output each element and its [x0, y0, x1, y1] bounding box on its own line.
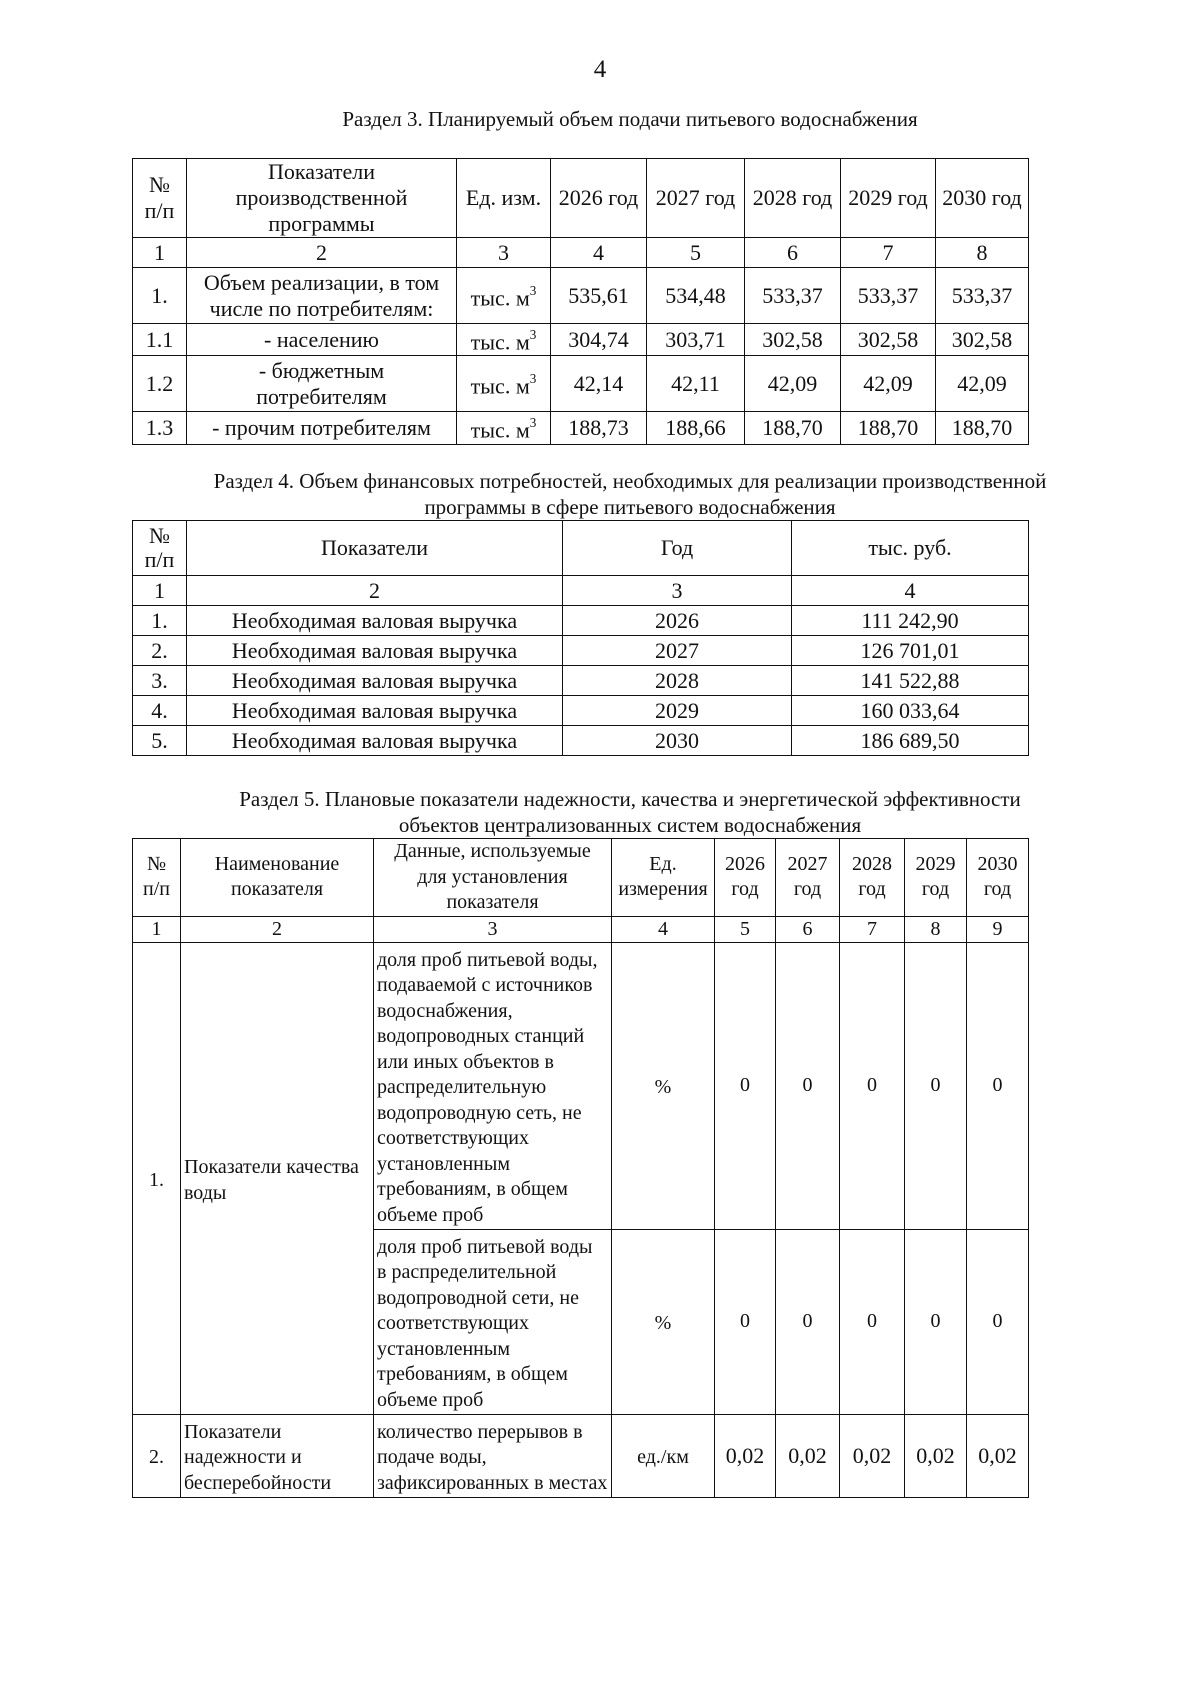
column-number: 9 [967, 916, 1029, 943]
column-number: 7 [841, 238, 936, 268]
row-value: 188,70 [841, 412, 936, 444]
section5-title: Раздел 5. Плановые показатели надежности, качества и энергетической эффективности объектов централизованных систем водоснабжения [239, 787, 1021, 837]
row-value: 188,70 [936, 412, 1029, 444]
header-num: № п/п [133, 839, 181, 917]
row-value: 42,11 [647, 356, 745, 412]
row-num: 1.1 [133, 324, 187, 356]
row-value: 0,02 [840, 1415, 905, 1498]
table-row [133, 412, 1029, 444]
header-num: № п/п [133, 521, 187, 576]
column-number-row [133, 238, 1029, 268]
row-indicator: - бюджетным потребителям [187, 356, 457, 412]
header-name: Наименование показателя [181, 839, 374, 917]
column-number: 3 [563, 576, 792, 606]
section4-table [132, 520, 1029, 756]
row-value: 0 [905, 943, 967, 1230]
column-number: 8 [936, 238, 1029, 268]
row-year: 2027 [563, 636, 792, 666]
header-year: 2030 год [936, 159, 1029, 238]
row-value: 303,71 [647, 324, 745, 356]
row-amount: 186 689,50 [792, 726, 1029, 756]
header-num: № п/п [133, 159, 187, 238]
header-year: 2028 год [840, 839, 905, 917]
row-value: 302,58 [745, 324, 841, 356]
table-row [133, 606, 1029, 636]
header-indicator: Показатели [187, 521, 563, 576]
header-year: Год [563, 521, 792, 576]
row-num: 1. [133, 606, 187, 636]
header-year: 2027 год [647, 159, 745, 238]
row-amount: 111 242,90 [792, 606, 1029, 636]
row-data-description: доля проб питьевой воды, подаваемой с источников водоснабжения, водопроводных станций или иных объектов в распределительную водопроводную сеть, не соответствующих установленным требованиям, в общем объеме проб [374, 943, 612, 1230]
row-num: 3. [133, 666, 187, 696]
section5-table [132, 838, 1029, 1498]
header-year: 2030 год [967, 839, 1029, 917]
row-value: 188,66 [647, 412, 745, 444]
row-value: 0 [967, 1230, 1029, 1415]
row-value: 0 [840, 1230, 905, 1415]
row-value: 0,02 [715, 1415, 776, 1498]
row-num: 1.3 [133, 412, 187, 444]
row-value: 535,61 [551, 268, 647, 324]
row-value: 0 [776, 943, 840, 1230]
header-year: 2029 год [841, 159, 936, 238]
table-row [133, 636, 1029, 666]
header-data: Данные, используемые для установления показателя [374, 839, 612, 917]
column-number: 3 [374, 916, 612, 943]
row-indicator-name: Показатели надежности и бесперебойности [181, 1415, 374, 1498]
column-number: 2 [187, 576, 563, 606]
row-unit: ед./км [612, 1415, 715, 1498]
table-row [133, 1415, 1029, 1498]
section4-title: Раздел 4. Объем финансовых потребностей, необходимых для реализации производственной программы в сфере питьевого водоснабжения [213, 469, 1047, 519]
column-number: 1 [133, 238, 187, 268]
table-row [133, 696, 1029, 726]
row-amount: 126 701,01 [792, 636, 1029, 666]
row-year: 2030 [563, 726, 792, 756]
header-amount: тыс. руб. [792, 521, 1029, 576]
row-value: 188,70 [745, 412, 841, 444]
row-amount: 160 033,64 [792, 696, 1029, 726]
row-indicator: - населению [187, 324, 457, 356]
row-value: 42,09 [841, 356, 936, 412]
row-indicator-name: Показатели качества воды [181, 943, 374, 1415]
row-value: 0,02 [776, 1415, 840, 1498]
row-indicator: Необходимая валовая выручка [187, 666, 563, 696]
row-value: 302,58 [841, 324, 936, 356]
row-unit: % [612, 1230, 715, 1415]
row-indicator: - прочим потребителям [187, 412, 457, 444]
section3-header-row [133, 159, 1029, 238]
row-value: 188,73 [551, 412, 647, 444]
header-indicator: Показатели производственной программы [187, 159, 457, 238]
table-row [133, 726, 1029, 756]
table-row [133, 356, 1029, 412]
row-year: 2028 [563, 666, 792, 696]
column-number: 1 [133, 916, 181, 943]
row-value: 0 [715, 1230, 776, 1415]
row-value: 42,09 [745, 356, 841, 412]
column-number: 4 [792, 576, 1029, 606]
column-number: 6 [745, 238, 841, 268]
column-number: 8 [905, 916, 967, 943]
row-num: 1. [133, 943, 181, 1415]
row-indicator: Необходимая валовая выручка [187, 636, 563, 666]
row-value: 302,58 [936, 324, 1029, 356]
row-indicator: Необходимая валовая выручка [187, 726, 563, 756]
row-num: 4. [133, 696, 187, 726]
row-unit: тыс. $м^3$ [457, 356, 551, 412]
row-indicator: Объем реализации, в том числе по потребителям: [187, 268, 457, 324]
row-value: 42,14 [551, 356, 647, 412]
row-value: 304,74 [551, 324, 647, 356]
column-number: 4 [612, 916, 715, 943]
column-number-row [133, 576, 1029, 606]
row-data-description: количество перерывов в подаче воды, зафиксированных в местах [374, 1415, 612, 1498]
row-unit: % [612, 943, 715, 1230]
column-number: 2 [187, 238, 457, 268]
column-number-row [133, 916, 1029, 943]
table-row [133, 324, 1029, 356]
column-number: 5 [715, 916, 776, 943]
section3-table [132, 158, 1029, 445]
row-value: 42,09 [936, 356, 1029, 412]
row-value: 0,02 [967, 1415, 1029, 1498]
row-value: 533,37 [841, 268, 936, 324]
row-value: 0 [776, 1230, 840, 1415]
row-value: 533,37 [745, 268, 841, 324]
header-year: 2029 год [905, 839, 967, 917]
column-number: 2 [181, 916, 374, 943]
column-number: 7 [840, 916, 905, 943]
header-year: 2027 год [776, 839, 840, 917]
row-year: 2029 [563, 696, 792, 726]
section5-header-row [133, 839, 1029, 917]
row-value: 0 [905, 1230, 967, 1415]
row-unit: тыс. $м^3$ [457, 268, 551, 324]
header-year: 2028 год [745, 159, 841, 238]
row-value: 0 [715, 943, 776, 1230]
row-value: 534,48 [647, 268, 745, 324]
row-unit: тыс. $м^3$ [457, 412, 551, 444]
row-value: 0 [840, 943, 905, 1230]
column-number: 5 [647, 238, 745, 268]
table-row [133, 666, 1029, 696]
row-indicator: Необходимая валовая выручка [187, 606, 563, 636]
row-num: 1.2 [133, 356, 187, 412]
row-data-description: доля проб питьевой воды в распределительной водопроводной сети, не соответствующих установленным требованиям, в общем объеме проб [374, 1230, 612, 1415]
table-row [133, 943, 1029, 1230]
page-number: 4 [593, 56, 607, 83]
row-num: 5. [133, 726, 187, 756]
column-number: 3 [457, 238, 551, 268]
header-year: 2026 год [715, 839, 776, 917]
row-num: 2. [133, 636, 187, 666]
row-value: 533,37 [936, 268, 1029, 324]
row-year: 2026 [563, 606, 792, 636]
row-num: 1. [133, 268, 187, 324]
table-row [133, 268, 1029, 324]
section3-title: Раздел 3. Планируемый объем подачи питьевого водоснабжения [342, 107, 918, 131]
row-num: 2. [133, 1415, 181, 1498]
column-number: 4 [551, 238, 647, 268]
column-number: 1 [133, 576, 187, 606]
row-value: 0 [967, 943, 1029, 1230]
row-value: 0,02 [905, 1415, 967, 1498]
row-amount: 141 522,88 [792, 666, 1029, 696]
row-unit: тыс. $м^3$ [457, 324, 551, 356]
row-indicator: Необходимая валовая выручка [187, 696, 563, 726]
header-unit: Ед. измерения [612, 839, 715, 917]
section4-header-row [133, 521, 1029, 576]
header-year: 2026 год [551, 159, 647, 238]
column-number: 6 [776, 916, 840, 943]
header-unit: Ед. изм. [457, 159, 551, 238]
